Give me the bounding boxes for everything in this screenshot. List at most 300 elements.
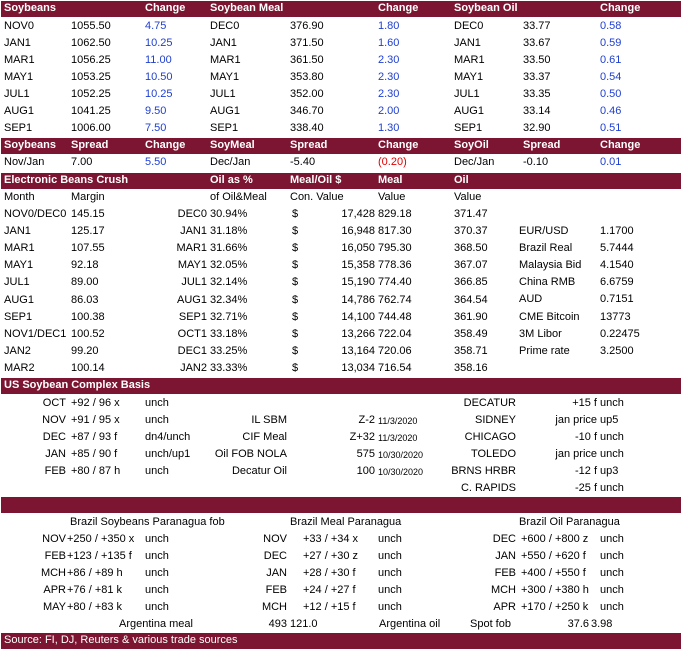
brazil-soy-month: FEB bbox=[44, 550, 66, 562]
oil-month: DEC0 bbox=[454, 20, 484, 32]
crush-oil-value: 370.37 bbox=[454, 225, 488, 238]
crush-con-value: 13,266 bbox=[341, 327, 375, 340]
brazil-oil-value: +600 / +800 z bbox=[521, 533, 589, 545]
basis-product-value: Z-2 bbox=[358, 414, 375, 426]
oil-change: 0.58 bbox=[600, 20, 622, 32]
soy-change: 10.25 bbox=[145, 88, 173, 100]
basis-location-note: unch bbox=[600, 397, 624, 409]
basis-note: unch/up1 bbox=[145, 448, 191, 460]
oil-price: 33.37 bbox=[523, 71, 551, 83]
crush-margin: 100.38 bbox=[71, 310, 105, 323]
brazil-oil-month: MCH bbox=[490, 584, 516, 596]
basis-value: +85 / 90 f bbox=[71, 448, 118, 460]
basis-value: +87 / 93 f bbox=[71, 431, 118, 443]
oil-price: 33.50 bbox=[523, 54, 551, 66]
oil-change: 0.59 bbox=[600, 37, 622, 49]
brazil-soy-title: Brazil Soybeans Paranagua fob bbox=[70, 516, 225, 528]
soy-month: JAN1 bbox=[4, 37, 31, 49]
crush-oil-value: 361.90 bbox=[454, 310, 488, 323]
meal-change: 2.30 bbox=[378, 88, 400, 100]
soy-price: 1053.25 bbox=[71, 71, 111, 83]
soy-change: 9.50 bbox=[145, 105, 167, 117]
crush-month: MAY1 bbox=[4, 259, 34, 272]
brazil-oil-note: unch bbox=[600, 567, 624, 579]
meal-month: MAR1 bbox=[210, 54, 241, 66]
market-value: 6.6759 bbox=[600, 276, 634, 289]
basis-value: +80 / 87 h bbox=[71, 465, 121, 477]
soy-change: 4.75 bbox=[145, 20, 167, 32]
meal-price: 352.00 bbox=[290, 88, 324, 100]
crush-con-value: 13,164 bbox=[341, 344, 375, 357]
basis-location-note: up3 bbox=[600, 465, 619, 477]
crush-currency: $ bbox=[292, 361, 299, 374]
crush-meal-value: 829.18 bbox=[378, 208, 412, 220]
brazil-meal-value: +33 / +34 x bbox=[303, 533, 359, 545]
soy-change: 10.25 bbox=[145, 37, 173, 49]
basis-month: OCT bbox=[42, 397, 66, 409]
meal-price: 353.80 bbox=[290, 71, 324, 83]
basis-value: +92 / 96 x bbox=[71, 397, 120, 409]
basis-note: unch bbox=[145, 397, 169, 409]
oil-change: 0.61 bbox=[600, 54, 622, 66]
crush-oil-month: AUG1 bbox=[177, 293, 207, 306]
crush-meal-value: 762.74 bbox=[378, 293, 412, 306]
spread-h-3: SoyMeal bbox=[210, 139, 255, 151]
brazil-meal-value: +28 / +30 f bbox=[303, 567, 356, 579]
basis-month: NOV bbox=[42, 414, 66, 426]
brazil-header-band bbox=[1, 497, 681, 513]
spread-soy-change: 5.50 bbox=[145, 156, 167, 168]
soy-price: 1052.25 bbox=[71, 88, 111, 100]
brazil-meal-month: FEB bbox=[265, 584, 287, 596]
market-label: CME Bitcoin bbox=[519, 310, 580, 323]
oil-price: 33.67 bbox=[523, 37, 551, 49]
spread-h-0: Soybeans bbox=[4, 139, 56, 151]
basis-location: C. RAPIDS bbox=[460, 482, 516, 494]
crush-oil-month: MAY1 bbox=[177, 259, 207, 272]
crush-oil-pct: 31.18% bbox=[210, 225, 248, 238]
crush-h-oilpct: Oil as % bbox=[210, 174, 253, 186]
brazil-soy-value: +250 / +350 x bbox=[67, 533, 135, 545]
crush-sub-margin: Margin bbox=[71, 191, 105, 203]
crush-currency: $ bbox=[292, 225, 299, 238]
brazil-oil-month: FEB bbox=[494, 567, 516, 579]
basis-location-value: -12 f bbox=[574, 465, 597, 477]
brazil-soy-month: NOV bbox=[42, 533, 66, 545]
basis-month: JAN bbox=[45, 448, 66, 460]
basis-product-value: 100 bbox=[356, 465, 375, 477]
brazil-oil-value: +170 / +250 k bbox=[521, 601, 589, 613]
basis-product: IL SBM bbox=[251, 414, 287, 426]
brazil-meal-note: unch bbox=[378, 567, 402, 579]
crush-con-value: 16,050 bbox=[341, 242, 375, 255]
crush-oil-pct: 33.33% bbox=[210, 361, 248, 374]
meal-price: 371.50 bbox=[290, 37, 324, 49]
meal-change: 1.30 bbox=[378, 122, 400, 134]
oil-price: 33.35 bbox=[523, 88, 551, 100]
crush-meal-value: 795.30 bbox=[378, 242, 412, 255]
basis-note: unch bbox=[145, 465, 169, 477]
oil-month: MAR1 bbox=[454, 54, 485, 66]
crush-month: SEP1 bbox=[4, 310, 33, 323]
futures-header-meal-change: Change bbox=[378, 2, 419, 14]
oil-change: 0.51 bbox=[600, 122, 622, 134]
brazil-oil-title: Brazil Oil Paranagua bbox=[519, 516, 620, 528]
crush-month: MAR2 bbox=[4, 361, 35, 374]
brazil-meal-value: +24 / +27 f bbox=[303, 584, 356, 596]
crush-oil-value: 371.47 bbox=[454, 208, 488, 220]
crush-margin: 145.15 bbox=[71, 208, 105, 220]
spread-meal-change: (0.20) bbox=[378, 156, 407, 168]
spread-oil-label: Dec/Jan bbox=[454, 156, 495, 168]
basis-location-value: +15 f bbox=[572, 397, 597, 409]
crush-oil-value: 358.71 bbox=[454, 344, 488, 357]
crush-oil-pct: 32.14% bbox=[210, 276, 248, 289]
brazil-meal-title: Brazil Meal Paranagua bbox=[290, 516, 402, 528]
market-value: 1.1700 bbox=[600, 225, 634, 237]
brazil-soy-note: unch bbox=[145, 601, 169, 613]
brazil-meal-month: NOV bbox=[263, 533, 287, 545]
soy-complex-sheet bbox=[1, 1, 681, 649]
crush-month: NOV0/DEC0 bbox=[4, 208, 67, 220]
crush-meal-value: 722.04 bbox=[378, 327, 412, 340]
crush-currency: $ bbox=[292, 242, 299, 255]
argentina-meal-val1: 493 bbox=[268, 618, 287, 630]
brazil-soy-note: unch bbox=[145, 567, 169, 579]
source-note: Source: FI, DJ, Reuters & various trade sources bbox=[4, 634, 238, 646]
argentina-oil-label: Argentina oil bbox=[379, 618, 441, 630]
crush-oil-value: 368.50 bbox=[454, 242, 488, 255]
crush-con-value: 17,428 bbox=[341, 208, 375, 220]
crush-h-meal: Meal bbox=[378, 174, 403, 186]
meal-price: 338.40 bbox=[290, 122, 324, 134]
crush-oil-pct: 32.05% bbox=[210, 259, 248, 272]
argentina-spot-label: Spot fob bbox=[470, 618, 511, 630]
brazil-soy-value: +80 / +83 k bbox=[67, 601, 123, 613]
oil-change: 0.46 bbox=[600, 105, 622, 117]
meal-price: 376.90 bbox=[290, 20, 324, 32]
spread-oil-change: 0.01 bbox=[600, 156, 622, 168]
crush-oil-pct: 31.66% bbox=[210, 242, 248, 255]
crush-margin: 99.20 bbox=[71, 344, 99, 357]
crush-month: JAN2 bbox=[4, 344, 31, 357]
crush-currency: $ bbox=[292, 310, 299, 323]
meal-price: 361.50 bbox=[290, 54, 324, 66]
oil-price: 33.14 bbox=[523, 105, 551, 117]
soy-price: 1041.25 bbox=[71, 105, 111, 117]
soy-month: MAR1 bbox=[4, 54, 35, 66]
meal-price: 346.70 bbox=[290, 105, 324, 117]
basis-product-value: Z+32 bbox=[349, 431, 375, 443]
brazil-meal-month: DEC bbox=[263, 550, 287, 562]
futures-header-change: Change bbox=[145, 2, 186, 14]
market-value: 0.22475 bbox=[600, 327, 640, 340]
crush-sub-con: Con. Value bbox=[290, 191, 344, 203]
brazil-soy-note: unch bbox=[145, 533, 169, 545]
spread-h-2: Change bbox=[145, 139, 186, 151]
meal-change: 2.30 bbox=[378, 71, 400, 83]
oil-month: AUG1 bbox=[454, 105, 484, 117]
brazil-oil-value: +300 / +380 h bbox=[521, 584, 589, 596]
brazil-meal-value: +27 / +30 z bbox=[303, 550, 359, 562]
basis-product: Decatur Oil bbox=[231, 465, 287, 477]
crush-con-value: 14,786 bbox=[341, 293, 375, 306]
basis-location-note: unch bbox=[600, 431, 624, 443]
crush-currency: $ bbox=[292, 327, 299, 340]
soy-price: 1056.25 bbox=[71, 54, 111, 66]
market-label: 3M Libor bbox=[519, 327, 562, 340]
brazil-oil-month: JAN bbox=[495, 550, 516, 562]
basis-location-value: jan price bbox=[555, 448, 597, 460]
argentina-oil-val1: 37.6 bbox=[567, 618, 589, 630]
spread-oil-value: -0.10 bbox=[523, 156, 549, 168]
crush-oil-month: DEC1 bbox=[177, 344, 207, 357]
meal-month: JAN1 bbox=[210, 37, 237, 49]
crush-oil-month: JUL1 bbox=[181, 276, 207, 289]
crush-oil-month: DEC0 bbox=[177, 208, 207, 220]
brazil-soy-value: +86 / +89 h bbox=[67, 567, 123, 579]
basis-location: TOLEDO bbox=[470, 448, 516, 460]
brazil-meal-note: unch bbox=[378, 601, 402, 613]
brazil-oil-value: +400 / +550 f bbox=[521, 567, 586, 579]
crush-margin: 100.52 bbox=[71, 327, 105, 340]
spread-soy-value: 7.00 bbox=[71, 156, 93, 168]
basis-location: SIDNEY bbox=[475, 414, 516, 426]
crush-month: AUG1 bbox=[4, 293, 34, 306]
market-label: China RMB bbox=[519, 276, 576, 289]
soy-price: 1062.50 bbox=[71, 37, 111, 49]
soy-month: AUG1 bbox=[4, 105, 34, 117]
basis-location-value: -25 f bbox=[574, 482, 597, 494]
spread-h-5: Change bbox=[378, 139, 419, 151]
crush-con-value: 14,100 bbox=[341, 310, 375, 323]
crush-oil-month: OCT1 bbox=[177, 327, 207, 340]
soy-month: NOV0 bbox=[4, 20, 34, 32]
meal-change: 1.60 bbox=[378, 37, 400, 49]
basis-product: CIF Meal bbox=[242, 431, 287, 443]
crush-meal-value: 817.30 bbox=[378, 225, 412, 238]
market-label: EUR/USD bbox=[519, 225, 569, 237]
futures-header-oil: Soybean Oil bbox=[454, 2, 518, 14]
crush-oil-pct: 32.71% bbox=[210, 310, 248, 323]
brazil-meal-month: MCH bbox=[261, 601, 287, 613]
market-value: 4.1540 bbox=[600, 259, 634, 272]
basis-product-date: 10/30/2020 bbox=[378, 467, 424, 477]
meal-change: 1.80 bbox=[378, 20, 400, 32]
crush-margin: 107.55 bbox=[71, 242, 105, 255]
basis-note: unch bbox=[145, 414, 169, 426]
oil-month: MAY1 bbox=[454, 71, 484, 83]
brazil-oil-note: unch bbox=[600, 550, 624, 562]
oil-price: 32.90 bbox=[523, 122, 551, 134]
crush-meal-value: 774.40 bbox=[378, 276, 412, 289]
market-value: 0.7151 bbox=[600, 293, 634, 306]
basis-location-note: unch bbox=[600, 482, 624, 494]
crush-con-value: 15,358 bbox=[341, 259, 375, 272]
basis-location: DECATUR bbox=[463, 397, 516, 409]
oil-price: 33.77 bbox=[523, 20, 551, 32]
source-band bbox=[1, 633, 681, 649]
brazil-oil-value: +550 / +620 f bbox=[521, 550, 586, 562]
basis-header-band bbox=[1, 378, 681, 394]
basis-product-date: 10/30/2020 bbox=[378, 450, 424, 460]
oil-change: 0.54 bbox=[600, 71, 622, 83]
crush-oil-value: 358.49 bbox=[454, 327, 488, 340]
crush-oil-value: 358.16 bbox=[454, 361, 488, 374]
crush-currency: $ bbox=[292, 293, 299, 306]
crush-sub-oilmeal: of Oil&Meal bbox=[210, 191, 267, 203]
market-label: Brazil Real bbox=[519, 242, 573, 255]
crush-currency: $ bbox=[292, 208, 299, 220]
futures-header-meal: Soybean Meal bbox=[210, 2, 284, 14]
meal-change: 2.30 bbox=[378, 54, 400, 66]
brazil-meal-note: unch bbox=[378, 584, 402, 596]
basis-product-date: 11/3/2020 bbox=[378, 416, 418, 426]
oil-month: JUL1 bbox=[454, 88, 480, 100]
brazil-soy-value: +76 / +81 k bbox=[67, 584, 123, 596]
basis-product: Oil FOB NOLA bbox=[214, 448, 287, 460]
oil-change: 0.50 bbox=[600, 88, 622, 100]
crush-oil-value: 367.07 bbox=[454, 259, 488, 272]
spread-h-6: SoyOil bbox=[454, 139, 489, 151]
crush-meal-value: 716.54 bbox=[378, 361, 412, 374]
basis-location: BRNS HRBR bbox=[451, 465, 516, 477]
brazil-oil-month: DEC bbox=[492, 533, 516, 545]
brazil-soy-note: unch bbox=[145, 584, 169, 596]
crush-sub-meal: Value bbox=[378, 191, 406, 203]
argentina-meal-label: Argentina meal bbox=[119, 618, 193, 630]
crush-oil-month: SEP1 bbox=[178, 310, 207, 323]
crush-month: JUL1 bbox=[4, 276, 30, 289]
crush-month: NOV1/DEC1 bbox=[4, 327, 67, 340]
brazil-oil-note: unch bbox=[600, 601, 624, 613]
basis-month: FEB bbox=[44, 465, 66, 477]
basis-location-value: -10 f bbox=[574, 431, 597, 443]
brazil-oil-month: APR bbox=[493, 601, 516, 613]
crush-h-mealoil: Meal/Oil $ bbox=[290, 174, 342, 186]
spread-h-7: Spread bbox=[523, 139, 561, 151]
market-label: Prime rate bbox=[519, 344, 570, 357]
crush-currency: $ bbox=[292, 259, 299, 272]
crush-margin: 92.18 bbox=[71, 259, 99, 272]
basis-location: CHICAGO bbox=[464, 431, 516, 443]
basis-location-note: unch bbox=[600, 448, 624, 460]
brazil-meal-note: unch bbox=[378, 533, 402, 545]
crush-currency: $ bbox=[292, 276, 299, 289]
spread-meal-value: -5.40 bbox=[290, 156, 316, 168]
crush-month: JAN1 bbox=[4, 225, 31, 238]
brazil-soy-month: MCH bbox=[40, 567, 66, 579]
crush-oil-pct: 33.25% bbox=[210, 344, 248, 357]
soy-month: JUL1 bbox=[4, 88, 30, 100]
crush-con-value: 15,190 bbox=[341, 276, 375, 289]
spread-soy-label: Nov/Jan bbox=[4, 156, 45, 168]
soy-price: 1006.00 bbox=[71, 122, 111, 134]
crush-oil-month: JAN2 bbox=[180, 361, 207, 374]
basis-note: dn4/unch bbox=[145, 431, 191, 443]
soy-change: 10.50 bbox=[145, 71, 173, 83]
crush-currency: $ bbox=[292, 344, 299, 357]
futures-header-band bbox=[1, 1, 681, 17]
futures-header-soybeans: Soybeans bbox=[4, 2, 56, 14]
meal-change: 2.00 bbox=[378, 105, 400, 117]
brazil-meal-month: JAN bbox=[266, 567, 287, 579]
crush-meal-value: 778.36 bbox=[378, 259, 412, 272]
spread-meal-label: Dec/Jan bbox=[210, 156, 251, 168]
brazil-oil-note: unch bbox=[600, 533, 624, 545]
crush-oil-pct: 30.94% bbox=[210, 208, 248, 220]
brazil-soy-value: +123 / +135 f bbox=[67, 550, 132, 562]
market-label: AUD bbox=[519, 293, 543, 306]
crush-month: MAR1 bbox=[4, 242, 35, 255]
brazil-soy-note: unch bbox=[145, 550, 169, 562]
basis-month: DEC bbox=[42, 431, 66, 443]
oil-month: SEP1 bbox=[454, 122, 483, 134]
spread-h-8: Change bbox=[600, 139, 641, 151]
basis-location-value: jan price bbox=[555, 414, 597, 426]
crush-oil-month: MAR1 bbox=[176, 242, 207, 255]
basis-location-note: up5 bbox=[600, 414, 619, 426]
meal-month: SEP1 bbox=[210, 122, 239, 134]
crush-sub-oil: Value bbox=[454, 191, 482, 203]
soy-month: SEP1 bbox=[4, 122, 33, 134]
meal-month: DEC0 bbox=[210, 20, 240, 32]
spread-h-4: Spread bbox=[290, 139, 328, 151]
crush-oil-pct: 32.34% bbox=[210, 293, 248, 306]
crush-con-value: 16,948 bbox=[341, 225, 375, 238]
crush-margin: 100.14 bbox=[71, 361, 105, 374]
soy-price: 1055.50 bbox=[71, 20, 111, 32]
crush-title: Electronic Beans Crush bbox=[4, 174, 129, 186]
crush-con-value: 13,034 bbox=[341, 361, 375, 374]
meal-month: MAY1 bbox=[210, 71, 240, 83]
basis-value: +91 / 95 x bbox=[71, 414, 120, 426]
market-value: 3.2500 bbox=[600, 344, 634, 357]
brazil-meal-note: unch bbox=[378, 550, 402, 562]
market-label: Malaysia Bid bbox=[519, 259, 582, 272]
brazil-soy-month: APR bbox=[43, 584, 66, 596]
oil-month: JAN1 bbox=[454, 37, 481, 49]
crush-oil-value: 364.54 bbox=[454, 293, 488, 306]
crush-oil-value: 366.85 bbox=[454, 276, 488, 289]
basis-product-value: 575 bbox=[356, 448, 375, 460]
spread-h-1: Spread bbox=[71, 139, 109, 151]
argentina-meal-val2: 121.0 bbox=[290, 618, 318, 630]
crush-oil-pct: 33.18% bbox=[210, 327, 248, 340]
soy-change: 11.00 bbox=[145, 54, 172, 66]
brazil-soy-month: MAY bbox=[42, 601, 66, 613]
basis-product-date: 11/3/2020 bbox=[378, 433, 418, 443]
argentina-oil-val2: 3.98 bbox=[591, 618, 613, 630]
spreads-header-band bbox=[1, 138, 681, 154]
soy-month: MAY1 bbox=[4, 71, 34, 83]
crush-h-oil: Oil bbox=[454, 174, 469, 186]
market-value: 13773 bbox=[600, 310, 631, 323]
crush-header-band bbox=[1, 173, 681, 189]
basis-title: US Soybean Complex Basis bbox=[4, 379, 151, 391]
brazil-meal-value: +12 / +15 f bbox=[303, 601, 356, 613]
meal-month: JUL1 bbox=[210, 88, 236, 100]
crush-sub-month: Month bbox=[4, 191, 35, 203]
market-value: 5.7444 bbox=[600, 242, 634, 255]
crush-meal-value: 744.48 bbox=[378, 310, 412, 323]
soy-change: 7.50 bbox=[145, 122, 167, 134]
meal-month: AUG1 bbox=[210, 105, 240, 117]
crush-margin: 125.17 bbox=[71, 225, 105, 238]
crush-margin: 86.03 bbox=[71, 293, 99, 306]
crush-meal-value: 720.06 bbox=[378, 344, 412, 357]
crush-margin: 89.00 bbox=[71, 276, 99, 289]
